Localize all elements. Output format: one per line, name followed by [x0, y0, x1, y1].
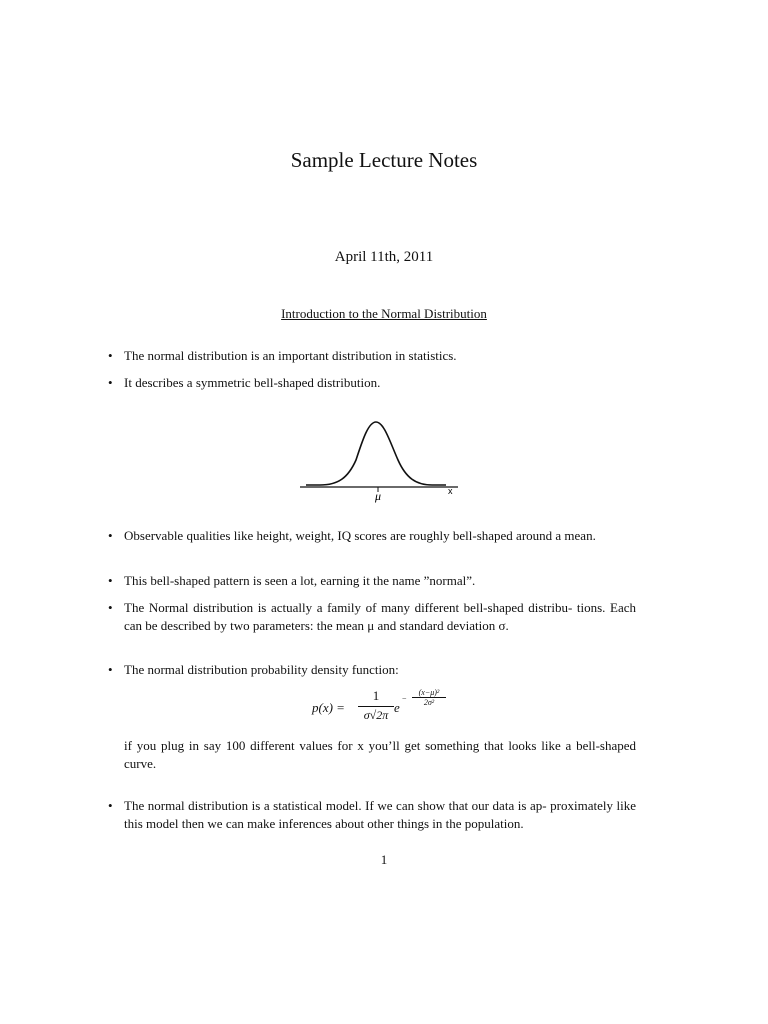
bullet-icon: • — [108, 528, 113, 543]
list-item — [108, 797, 636, 833]
mean-label: μ — [375, 489, 382, 503]
bullet-icon: • — [108, 662, 113, 677]
bell-curve-figure — [298, 412, 462, 504]
bell-curve — [306, 422, 446, 485]
bullet-icon: • — [108, 600, 113, 615]
list-item-text: The normal distribution probability density function: — [124, 662, 399, 677]
formula-denominator: σ√2π — [363, 708, 389, 722]
exponent-numerator: (x−μ)² — [418, 688, 440, 697]
list-item-text: The normal distribution is an important distribution in statistics. — [124, 348, 457, 363]
document-date: April 11th, 2011 — [334, 249, 434, 265]
page-number: 1 — [380, 852, 388, 867]
formula-fraction — [358, 688, 394, 723]
pdf-formula — [308, 688, 458, 732]
formula-base: e — [394, 700, 400, 715]
bullet-icon: • — [108, 573, 113, 588]
page-title: Sample Lecture Notes — [290, 148, 478, 172]
axis-label-x: x — [448, 486, 453, 496]
fraction-bar — [358, 706, 394, 707]
list-item — [108, 347, 636, 365]
list-item-text: The Normal distribution is actually a family of many different bell-shaped distribu- tions. Each can be described by two parameters: the mean μ and standard deviation σ. — [124, 600, 636, 633]
section-heading: Introduction to the Normal Distribution — [281, 306, 487, 321]
bullet-icon: • — [108, 798, 113, 813]
list-item — [108, 599, 636, 635]
exponent-sign: − — [402, 694, 407, 703]
list-item — [108, 572, 636, 590]
list-item-text: The normal distribution is a statistical model. If we can show that our data is ap- proximately like this model then we can make inferences about other things in the population. — [124, 798, 636, 831]
formula-numerator: 1 — [372, 688, 380, 703]
exponent-fraction — [412, 688, 446, 707]
formula-note: if you plug in say 100 different values for x you’ll get something that looks like a bell-shaped curve. — [124, 738, 636, 771]
list-item — [108, 661, 636, 679]
list-item — [108, 527, 636, 545]
list-item — [108, 374, 636, 392]
list-item-text: It describes a symmetric bell-shaped distribution. — [124, 375, 381, 390]
list-item-text: This bell-shaped pattern is seen a lot, earning it the name ”normal”. — [124, 573, 476, 588]
formula-lhs: p(x) = — [312, 700, 345, 715]
list-item-text: Observable qualities like height, weight, IQ scores are roughly bell-shaped around a mean. — [124, 528, 596, 543]
bullet-icon: • — [108, 375, 113, 390]
bullet-icon: • — [108, 348, 113, 363]
exponent-denominator: 2σ² — [423, 698, 435, 707]
